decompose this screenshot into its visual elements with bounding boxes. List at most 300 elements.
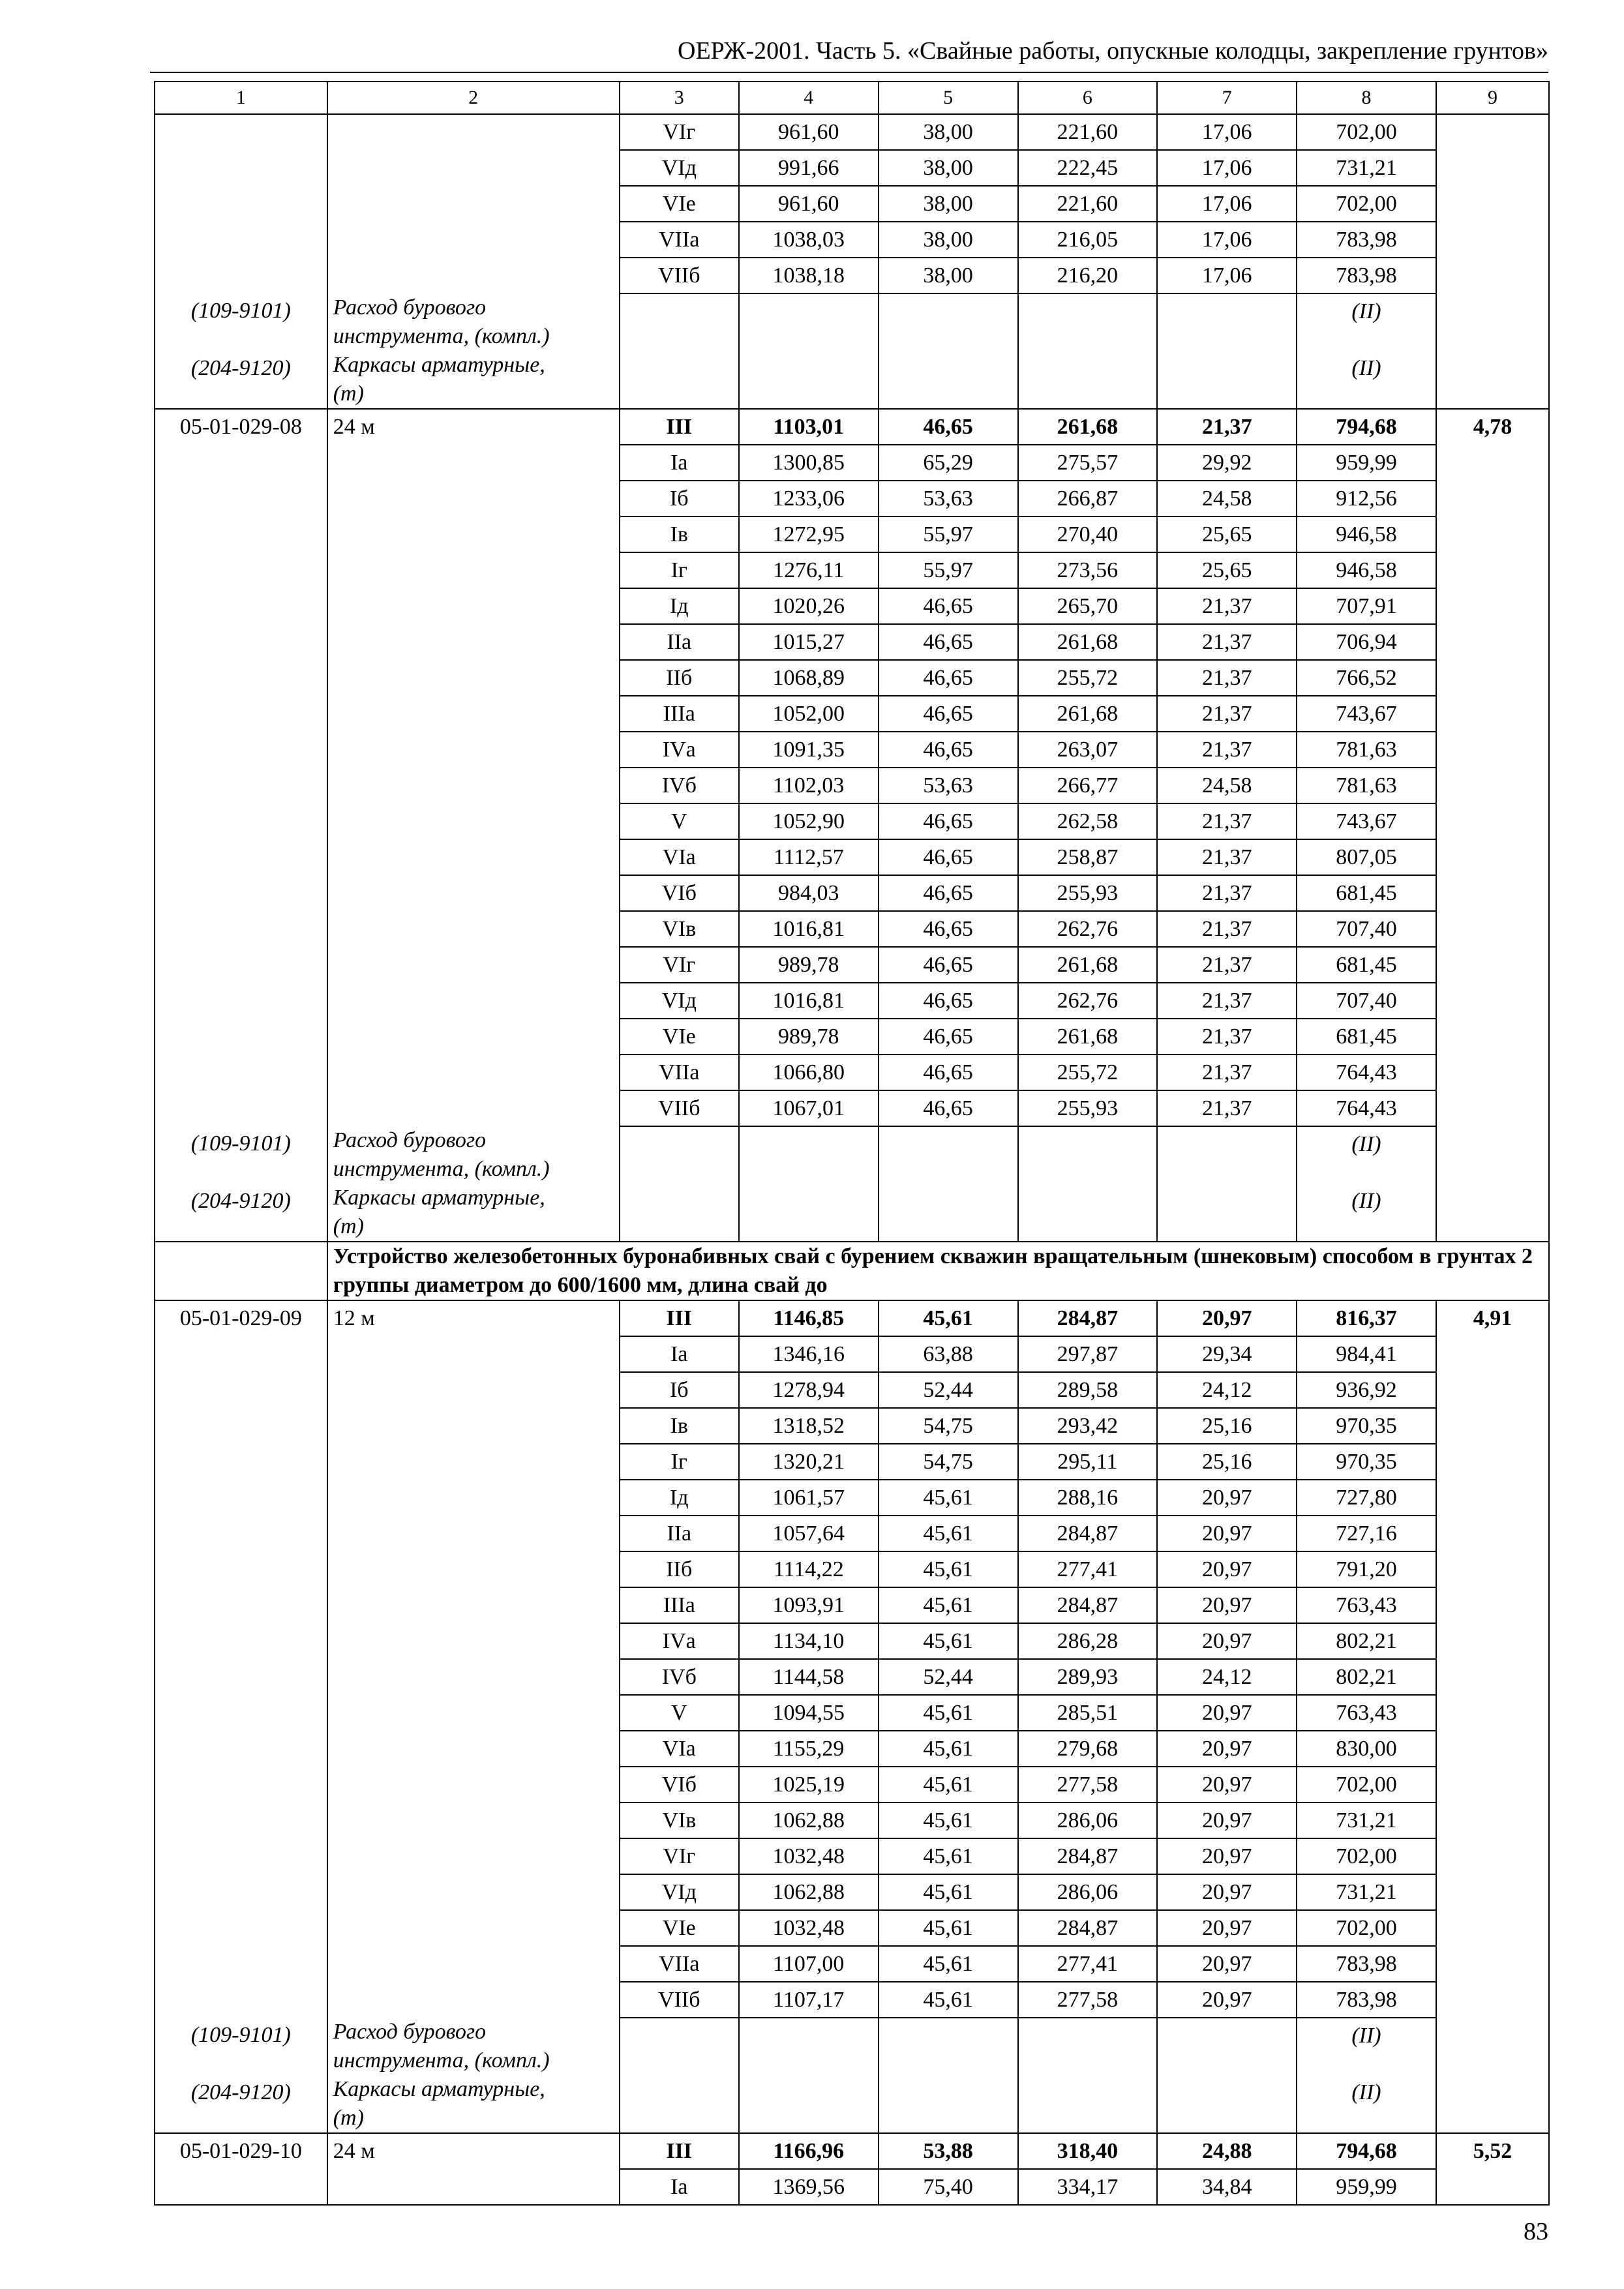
value-cell: 20,97 bbox=[1157, 1551, 1297, 1587]
value-cell: 1318,52 bbox=[739, 1408, 879, 1444]
value-cell: 21,37 bbox=[1157, 983, 1297, 1019]
value-cell: 1052,90 bbox=[739, 803, 879, 839]
value-cell: 702,00 bbox=[1297, 1910, 1436, 1946]
value-cell: 763,43 bbox=[1297, 1695, 1436, 1731]
value-cell: 1107,00 bbox=[739, 1946, 879, 1982]
column-header: 4 bbox=[739, 82, 879, 114]
value-cell: 707,40 bbox=[1297, 911, 1436, 947]
value-cell: 261,68 bbox=[1018, 947, 1158, 983]
value-cell: 1346,16 bbox=[739, 1336, 879, 1372]
table-row bbox=[155, 258, 1549, 293]
value-cell: 727,80 bbox=[1297, 1480, 1436, 1516]
value-cell: 802,21 bbox=[1297, 1659, 1436, 1695]
value-cell: 1032,48 bbox=[739, 1838, 879, 1874]
index-cell bbox=[1436, 1838, 1549, 1874]
value-cell: 297,87 bbox=[1018, 1336, 1158, 1372]
name-cell bbox=[327, 258, 620, 293]
resource-name-line: Расход бурового bbox=[333, 295, 487, 320]
value-cell: 731,21 bbox=[1297, 1803, 1436, 1838]
value-cell: 261,68 bbox=[1018, 624, 1158, 660]
code-cell bbox=[155, 2169, 327, 2205]
value-cell: 45,61 bbox=[879, 1982, 1018, 2018]
empty-cell bbox=[1436, 2018, 1549, 2075]
value-cell: 1112,57 bbox=[739, 839, 879, 875]
table-row bbox=[155, 983, 1549, 1019]
value-cell: 1166,96 bbox=[739, 2133, 879, 2169]
table-row bbox=[155, 552, 1549, 588]
resource-value: (II) bbox=[1297, 1126, 1436, 1184]
soil-class-cell: Iа bbox=[620, 1336, 739, 1372]
name-cell bbox=[327, 1408, 620, 1444]
value-cell: 706,94 bbox=[1297, 624, 1436, 660]
value-cell: 984,03 bbox=[739, 875, 879, 911]
table-row bbox=[155, 1336, 1549, 1372]
code-cell bbox=[155, 911, 327, 947]
name-cell bbox=[327, 1731, 620, 1767]
index-cell bbox=[1436, 588, 1549, 624]
table-row bbox=[155, 1910, 1549, 1946]
empty-cell bbox=[1157, 351, 1297, 409]
value-cell: 21,37 bbox=[1157, 875, 1297, 911]
empty-cell bbox=[1157, 1184, 1297, 1242]
index-cell bbox=[1436, 1623, 1549, 1659]
value-cell: 802,21 bbox=[1297, 1623, 1436, 1659]
table-row bbox=[155, 911, 1549, 947]
value-cell: 20,97 bbox=[1157, 1587, 1297, 1623]
value-cell: 1038,18 bbox=[739, 258, 879, 293]
name-cell bbox=[327, 768, 620, 803]
value-cell: 334,17 bbox=[1018, 2169, 1158, 2205]
item-code: 05-01-029-08 bbox=[155, 409, 327, 445]
value-cell: 29,92 bbox=[1157, 445, 1297, 481]
empty-cell bbox=[739, 293, 879, 351]
value-cell: 277,41 bbox=[1018, 1946, 1158, 1982]
soil-class-cell: Iд bbox=[620, 1480, 739, 1516]
value-cell: 681,45 bbox=[1297, 947, 1436, 983]
soil-class-cell: IIIа bbox=[620, 696, 739, 732]
value-cell: 1020,26 bbox=[739, 588, 879, 624]
value-cell: 1102,03 bbox=[739, 768, 879, 803]
code-cell bbox=[155, 1874, 327, 1910]
resource-value: (II) bbox=[1297, 1184, 1436, 1242]
empty-cell bbox=[1018, 293, 1158, 351]
value-cell: 1272,95 bbox=[739, 516, 879, 552]
code-cell bbox=[155, 1055, 327, 1090]
value-cell: 1103,01 bbox=[739, 409, 879, 445]
empty-cell bbox=[620, 1184, 739, 1242]
code-cell bbox=[155, 696, 327, 732]
column-header: 6 bbox=[1018, 82, 1158, 114]
soil-class-cell: VIе bbox=[620, 1019, 739, 1055]
value-cell: 20,97 bbox=[1157, 1874, 1297, 1910]
value-cell: 1144,58 bbox=[739, 1659, 879, 1695]
value-cell: 20,97 bbox=[1157, 1516, 1297, 1551]
code-cell bbox=[155, 803, 327, 839]
index-cell bbox=[1436, 1444, 1549, 1480]
empty-cell bbox=[739, 2075, 879, 2133]
value-cell: 45,61 bbox=[879, 1695, 1018, 1731]
value-cell: 284,87 bbox=[1018, 1300, 1158, 1336]
table-row bbox=[155, 1623, 1549, 1659]
soil-class-cell: VIIб bbox=[620, 1090, 739, 1126]
resource-name-line: инструмента, (компл.) bbox=[333, 324, 550, 348]
value-cell: 221,60 bbox=[1018, 114, 1158, 150]
soil-class-cell: Iг bbox=[620, 552, 739, 588]
value-cell: 25,16 bbox=[1157, 1444, 1297, 1480]
name-cell bbox=[327, 839, 620, 875]
value-cell: 766,52 bbox=[1297, 660, 1436, 696]
soil-class-cell: VIIа bbox=[620, 1946, 739, 1982]
value-cell: 53,63 bbox=[879, 768, 1018, 803]
table-row bbox=[155, 1126, 1549, 1184]
value-cell: 45,61 bbox=[879, 1516, 1018, 1551]
value-cell: 1114,22 bbox=[739, 1551, 879, 1587]
value-cell: 266,77 bbox=[1018, 768, 1158, 803]
empty-cell bbox=[1436, 293, 1549, 351]
resource-name bbox=[327, 351, 620, 409]
name-cell bbox=[327, 1838, 620, 1874]
value-cell: 255,93 bbox=[1018, 1090, 1158, 1126]
code-cell bbox=[155, 1982, 327, 2018]
value-cell: 989,78 bbox=[739, 1019, 879, 1055]
empty-cell bbox=[1436, 1184, 1549, 1242]
value-cell: 38,00 bbox=[879, 114, 1018, 150]
value-cell: 807,05 bbox=[1297, 839, 1436, 875]
resource-name-line: (т) bbox=[333, 1214, 364, 1238]
code-cell bbox=[155, 1372, 327, 1408]
table-row bbox=[155, 293, 1549, 351]
table-row bbox=[155, 1516, 1549, 1551]
value-cell: 1015,27 bbox=[739, 624, 879, 660]
name-cell bbox=[327, 1803, 620, 1838]
value-cell: 783,98 bbox=[1297, 1982, 1436, 2018]
soil-class-cell: IVб bbox=[620, 1659, 739, 1695]
table-row bbox=[155, 445, 1549, 481]
value-cell: 275,57 bbox=[1018, 445, 1158, 481]
soil-class-cell: VIг bbox=[620, 1838, 739, 1874]
soil-class-cell: VIа bbox=[620, 839, 739, 875]
value-cell: 1369,56 bbox=[739, 2169, 879, 2205]
code-cell bbox=[155, 1910, 327, 1946]
value-cell: 794,68 bbox=[1297, 2133, 1436, 2169]
index-cell bbox=[1436, 1695, 1549, 1731]
value-cell: 20,97 bbox=[1157, 1946, 1297, 1982]
name-cell bbox=[327, 222, 620, 258]
index-cell bbox=[1436, 222, 1549, 258]
table-row bbox=[155, 150, 1549, 186]
soil-class-cell: Iа bbox=[620, 445, 739, 481]
item-name: 24 м bbox=[327, 409, 620, 445]
name-cell bbox=[327, 1910, 620, 1946]
soil-class-cell: Iв bbox=[620, 1408, 739, 1444]
empty-cell bbox=[1018, 1184, 1158, 1242]
value-cell: 743,67 bbox=[1297, 696, 1436, 732]
column-header: 1 bbox=[155, 82, 327, 114]
code-cell bbox=[155, 114, 327, 150]
empty-cell bbox=[1157, 2075, 1297, 2133]
price-table bbox=[154, 81, 1550, 2206]
table-row bbox=[155, 624, 1549, 660]
soil-class-cell: VIIа bbox=[620, 222, 739, 258]
value-cell: 1278,94 bbox=[739, 1372, 879, 1408]
table-row bbox=[155, 82, 1549, 114]
value-cell: 946,58 bbox=[1297, 516, 1436, 552]
empty-cell bbox=[879, 2075, 1018, 2133]
resource-name bbox=[327, 2018, 620, 2075]
value-cell: 255,93 bbox=[1018, 875, 1158, 911]
value-cell: 216,20 bbox=[1018, 258, 1158, 293]
empty-cell bbox=[1157, 293, 1297, 351]
empty-cell bbox=[1436, 2075, 1549, 2133]
value-cell: 45,61 bbox=[879, 1803, 1018, 1838]
name-cell bbox=[327, 588, 620, 624]
value-cell: 1233,06 bbox=[739, 481, 879, 516]
index-cell bbox=[1436, 768, 1549, 803]
value-cell: 794,68 bbox=[1297, 409, 1436, 445]
value-cell: 1052,00 bbox=[739, 696, 879, 732]
soil-class-cell: IVа bbox=[620, 1623, 739, 1659]
soil-class-cell: Iд bbox=[620, 588, 739, 624]
soil-class-cell: V bbox=[620, 803, 739, 839]
name-cell bbox=[327, 875, 620, 911]
value-cell: 289,93 bbox=[1018, 1659, 1158, 1695]
table-row bbox=[155, 875, 1549, 911]
table-row bbox=[155, 481, 1549, 516]
empty-cell bbox=[620, 351, 739, 409]
value-cell: 946,58 bbox=[1297, 552, 1436, 588]
value-cell: 1057,64 bbox=[739, 1516, 879, 1551]
value-cell: 727,16 bbox=[1297, 1516, 1436, 1551]
table-row bbox=[155, 732, 1549, 768]
soil-class-cell: Iа bbox=[620, 2169, 739, 2205]
value-cell: 20,97 bbox=[1157, 1623, 1297, 1659]
value-cell: 21,37 bbox=[1157, 803, 1297, 839]
table-row bbox=[155, 1874, 1549, 1910]
value-cell: 1134,10 bbox=[739, 1623, 879, 1659]
value-cell: 34,84 bbox=[1157, 2169, 1297, 2205]
table-row bbox=[155, 222, 1549, 258]
code-cell bbox=[155, 588, 327, 624]
index-cell bbox=[1436, 1090, 1549, 1126]
name-cell bbox=[327, 114, 620, 150]
table-row bbox=[155, 409, 1549, 445]
value-cell: 20,97 bbox=[1157, 1982, 1297, 2018]
value-cell: 783,98 bbox=[1297, 1946, 1436, 1982]
table-row bbox=[155, 1982, 1549, 2018]
code-cell bbox=[155, 660, 327, 696]
code-cell bbox=[155, 1659, 327, 1695]
value-cell: 1094,55 bbox=[739, 1695, 879, 1731]
code-cell bbox=[155, 1336, 327, 1372]
value-cell: 763,43 bbox=[1297, 1587, 1436, 1623]
code-cell bbox=[155, 552, 327, 588]
value-cell: 216,05 bbox=[1018, 222, 1158, 258]
code-cell bbox=[155, 1587, 327, 1623]
value-cell: 46,65 bbox=[879, 911, 1018, 947]
empty-cell bbox=[1157, 1126, 1297, 1184]
name-cell bbox=[327, 1623, 620, 1659]
value-cell: 702,00 bbox=[1297, 186, 1436, 222]
value-cell: 46,65 bbox=[879, 1090, 1018, 1126]
index-cell bbox=[1436, 1551, 1549, 1587]
value-cell: 20,97 bbox=[1157, 1731, 1297, 1767]
value-cell: 959,99 bbox=[1297, 2169, 1436, 2205]
table-row bbox=[155, 1055, 1549, 1090]
code-cell bbox=[155, 839, 327, 875]
value-cell: 286,06 bbox=[1018, 1874, 1158, 1910]
index-cell bbox=[1436, 983, 1549, 1019]
index-cell bbox=[1436, 732, 1549, 768]
value-cell: 764,43 bbox=[1297, 1055, 1436, 1090]
value-cell: 52,44 bbox=[879, 1659, 1018, 1695]
value-cell: 46,65 bbox=[879, 947, 1018, 983]
index-cell bbox=[1436, 624, 1549, 660]
value-cell: 24,58 bbox=[1157, 768, 1297, 803]
resource-code-text: (204-9120) bbox=[190, 2080, 291, 2104]
resource-code-text: (109-9101) bbox=[190, 299, 291, 323]
index-cell bbox=[1436, 150, 1549, 186]
value-cell: 25,65 bbox=[1157, 552, 1297, 588]
code-cell bbox=[155, 1767, 327, 1803]
value-cell: 63,88 bbox=[879, 1336, 1018, 1372]
empty-cell bbox=[1018, 2075, 1158, 2133]
soil-class-cell: IVб bbox=[620, 768, 739, 803]
table-row bbox=[155, 1372, 1549, 1408]
value-cell: 21,37 bbox=[1157, 839, 1297, 875]
code-cell bbox=[155, 1090, 327, 1126]
table-row bbox=[155, 516, 1549, 552]
value-cell: 702,00 bbox=[1297, 114, 1436, 150]
index-cell bbox=[1436, 839, 1549, 875]
value-cell: 258,87 bbox=[1018, 839, 1158, 875]
index-cell bbox=[1436, 803, 1549, 839]
value-cell: 21,37 bbox=[1157, 947, 1297, 983]
value-cell: 261,68 bbox=[1018, 409, 1158, 445]
value-cell: 1062,88 bbox=[739, 1874, 879, 1910]
item-code: 05-01-029-09 bbox=[155, 1300, 327, 1336]
value-cell: 55,97 bbox=[879, 552, 1018, 588]
empty-cell bbox=[1018, 1126, 1158, 1184]
value-cell: 45,61 bbox=[879, 1874, 1018, 1910]
section-title: Устройство железобетонных буронабивных свай с бурением скважин вращательным (шнековым) способом в грунтах 2 группы диаметром до 600/1600 мм, длина свай до bbox=[327, 1242, 1549, 1300]
value-cell: 791,20 bbox=[1297, 1551, 1436, 1587]
index-cell bbox=[1436, 1372, 1549, 1408]
table-body bbox=[155, 82, 1549, 2205]
table-row bbox=[155, 1946, 1549, 1982]
soil-class-cell: VIе bbox=[620, 186, 739, 222]
index-cell bbox=[1436, 1910, 1549, 1946]
value-cell: 20,97 bbox=[1157, 1480, 1297, 1516]
name-cell bbox=[327, 947, 620, 983]
value-cell: 20,97 bbox=[1157, 1767, 1297, 1803]
value-cell: 25,65 bbox=[1157, 516, 1297, 552]
code-cell bbox=[155, 1408, 327, 1444]
resource-name-line: Каркасы арматурные, bbox=[333, 2077, 545, 2101]
value-cell: 959,99 bbox=[1297, 445, 1436, 481]
value-cell: 991,66 bbox=[739, 150, 879, 186]
item-code: 05-01-029-10 bbox=[155, 2133, 327, 2169]
value-cell: 46,65 bbox=[879, 1055, 1018, 1090]
index-cell bbox=[1436, 1019, 1549, 1055]
name-cell bbox=[327, 516, 620, 552]
soil-class-cell: III bbox=[620, 1300, 739, 1336]
value-cell: 288,16 bbox=[1018, 1480, 1158, 1516]
value-cell: 46,65 bbox=[879, 983, 1018, 1019]
value-cell: 53,63 bbox=[879, 481, 1018, 516]
resource-name-line: Каркасы арматурные, bbox=[333, 1186, 545, 1210]
value-cell: 702,00 bbox=[1297, 1838, 1436, 1874]
value-cell: 54,75 bbox=[879, 1408, 1018, 1444]
soil-class-cell: IVа bbox=[620, 732, 739, 768]
value-cell: 17,06 bbox=[1157, 150, 1297, 186]
value-cell: 1276,11 bbox=[739, 552, 879, 588]
code-cell bbox=[155, 1551, 327, 1587]
soil-class-cell: III bbox=[620, 2133, 739, 2169]
soil-class-cell: V bbox=[620, 1695, 739, 1731]
item-index: 5,52 bbox=[1436, 2133, 1549, 2169]
code-cell bbox=[155, 1444, 327, 1480]
value-cell: 20,97 bbox=[1157, 1910, 1297, 1946]
table-row bbox=[155, 1767, 1549, 1803]
column-header: 9 bbox=[1436, 82, 1549, 114]
resource-code bbox=[155, 2018, 327, 2075]
code-cell bbox=[155, 1731, 327, 1767]
column-header: 5 bbox=[879, 82, 1018, 114]
code-cell bbox=[155, 983, 327, 1019]
value-cell: 21,37 bbox=[1157, 1019, 1297, 1055]
table-row bbox=[155, 2018, 1549, 2075]
empty-cell bbox=[1436, 351, 1549, 409]
name-cell bbox=[327, 445, 620, 481]
value-cell: 21,37 bbox=[1157, 588, 1297, 624]
code-cell bbox=[155, 624, 327, 660]
table-row bbox=[155, 803, 1549, 839]
index-cell bbox=[1436, 1731, 1549, 1767]
value-cell: 1320,21 bbox=[739, 1444, 879, 1480]
value-cell: 24,12 bbox=[1157, 1372, 1297, 1408]
resource-name-line: Расход бурового bbox=[333, 1128, 487, 1152]
soil-class-cell: VIIб bbox=[620, 258, 739, 293]
name-cell bbox=[327, 1019, 620, 1055]
value-cell: 265,70 bbox=[1018, 588, 1158, 624]
code-cell bbox=[155, 150, 327, 186]
soil-class-cell: VIа bbox=[620, 1731, 739, 1767]
empty-cell bbox=[739, 351, 879, 409]
value-cell: 1146,85 bbox=[739, 1300, 879, 1336]
item-index: 4,91 bbox=[1436, 1300, 1549, 1336]
value-cell: 277,58 bbox=[1018, 1767, 1158, 1803]
value-cell: 21,37 bbox=[1157, 409, 1297, 445]
value-cell: 25,16 bbox=[1157, 1408, 1297, 1444]
value-cell: 45,61 bbox=[879, 1946, 1018, 1982]
value-cell: 262,76 bbox=[1018, 983, 1158, 1019]
name-cell bbox=[327, 1444, 620, 1480]
value-cell: 266,87 bbox=[1018, 481, 1158, 516]
name-cell bbox=[327, 552, 620, 588]
soil-class-cell: VIIб bbox=[620, 1982, 739, 2018]
resource-name bbox=[327, 1184, 620, 1242]
resource-code-text: (109-9101) bbox=[190, 2023, 291, 2047]
code-cell bbox=[155, 947, 327, 983]
name-cell bbox=[327, 803, 620, 839]
index-cell bbox=[1436, 1055, 1549, 1090]
resource-name-line: Каркасы арматурные, bbox=[333, 353, 545, 377]
name-cell bbox=[327, 2169, 620, 2205]
code-cell bbox=[155, 1019, 327, 1055]
table-row bbox=[155, 1480, 1549, 1516]
resource-name-line: (т) bbox=[333, 382, 364, 406]
table-row bbox=[155, 2133, 1549, 2169]
